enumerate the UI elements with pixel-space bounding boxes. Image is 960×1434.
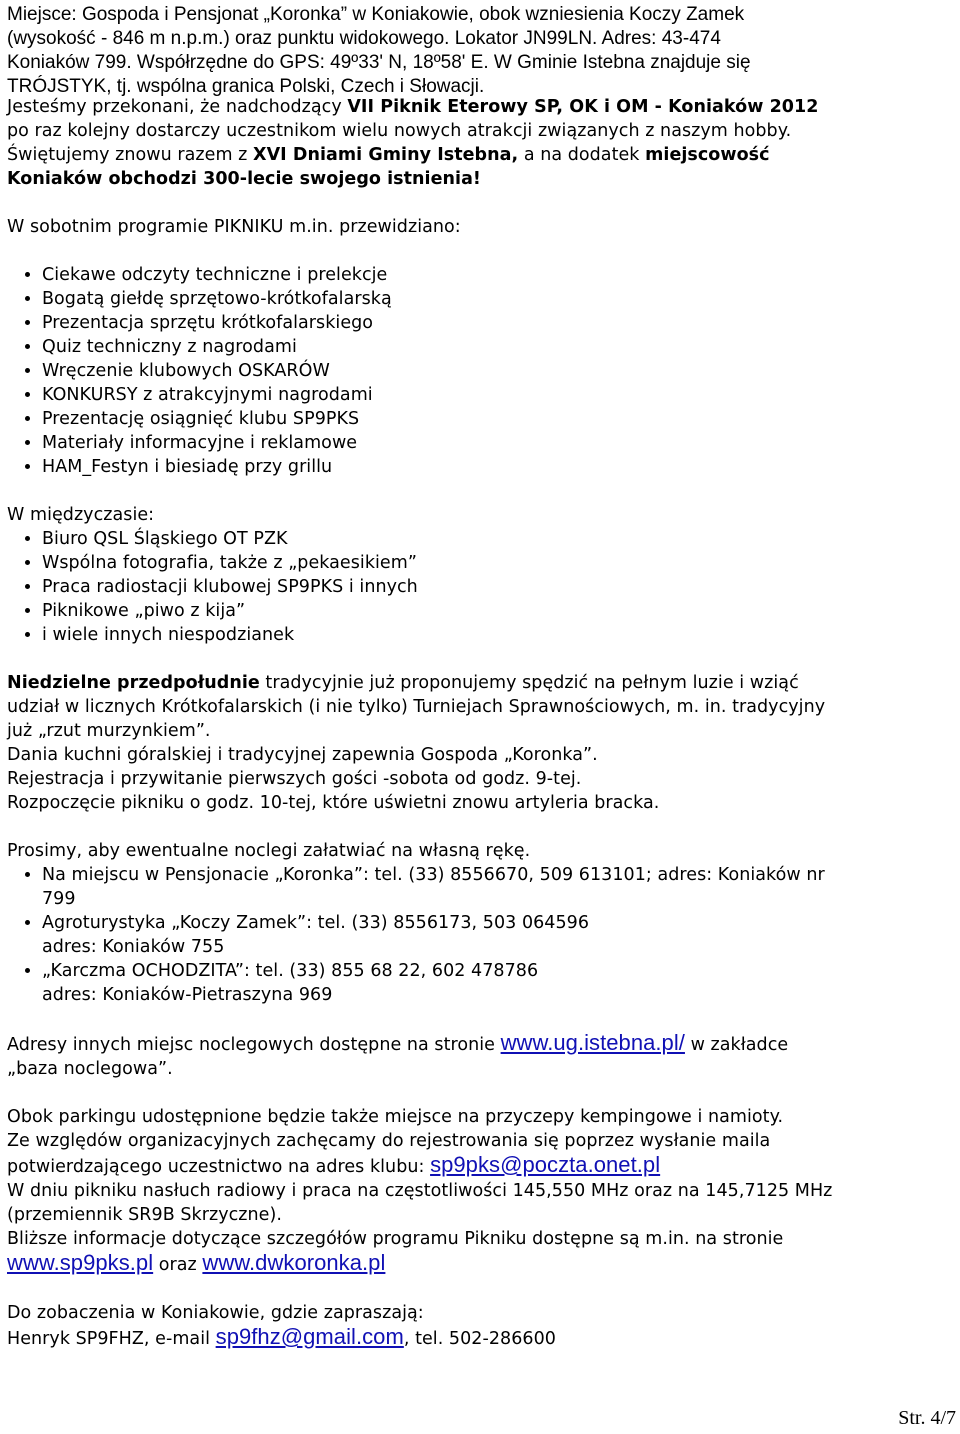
list-item: • Praca radiostacji klubowej SP9PKS i innych [42, 575, 957, 599]
text-run: a na dodatek [518, 145, 646, 165]
text-run: , tel. 502-286600 [403, 1329, 556, 1349]
event-name: VII Piknik Eterowy SP, OK i OM - Koniaków 2012 [347, 97, 819, 117]
text-line: udział w licznych Krótkofalarskich (i nie tylko) Turniejach Sprawnościowych, m. in. tradycyjny [7, 697, 826, 717]
announcement-paragraph [7, 95, 957, 191]
email-link[interactable]: sp9fhz@gmail.com [215, 1324, 404, 1349]
list-item: • Prezentację osiągnięć klubu SP9PKS [42, 407, 957, 431]
text-line: Dania kuchni góralskiej i tradycyjnej zapewnia Gospoda „Koronka”. [7, 745, 598, 765]
bold-run: XVI Dniami Gminy Istebna, [253, 145, 519, 165]
main-content [7, 95, 957, 1351]
text-line: 799 [42, 889, 76, 909]
list-item: • Wspólna fotografia, także z „pekaesikiem” [42, 551, 957, 575]
text-run: Świętujemy znowu razem z [7, 145, 254, 165]
list-item: • Bogatą giełdę sprzętowo-krótkofalarską [42, 287, 957, 311]
lodging-list [7, 863, 957, 1007]
text-line: Bliższe informacje dotyczące szczegółów programu Pikniku dostępne są m.in. na stronie [7, 1229, 784, 1249]
list-item: • Wręczenie klubowych OSKARÓW [42, 359, 957, 383]
list-item: • Biuro QSL Śląskiego OT PZK [42, 527, 957, 551]
list-item: • Quiz techniczny z nagrodami [42, 335, 957, 359]
between-intro: W międzyczasie: [7, 505, 155, 525]
spacer [7, 191, 957, 215]
list-item: • i wiele innych niespodzianek [42, 623, 957, 647]
text-line: Do zobaczenia w Koniakowie, gdzie zapraszają: [7, 1303, 424, 1323]
text-line: Ze względów organizacyjnych zachęcamy do rejestrowania się poprzez wysłanie maila [7, 1131, 771, 1151]
text-run: oraz [153, 1255, 203, 1275]
text-line [7, 167, 957, 191]
list-item [42, 863, 957, 911]
text-line [7, 1251, 957, 1277]
text-line: • Na miejscu w Pensjonacie „Koronka”: tel. (33) 8556670, 509 613101; adres: Koniaków nr [42, 865, 825, 885]
text-line [7, 671, 957, 695]
spacer [7, 1081, 957, 1105]
text-line: Miejsce: Gospoda i Pensjonat „Koronka” w Koniakowie, obok wzniesienia Koczy Zamek [7, 4, 745, 25]
text-line: już „rzut murzynkiem”. [7, 721, 211, 741]
page-number: Str. 4/7 [898, 1407, 956, 1429]
bold-run: Koniaków obchodzi 300-lecie swojego istnienia! [7, 169, 481, 189]
list-item: • HAM_Festyn i biesiadę przy grillu [42, 455, 957, 479]
bold-run: Niedzielne przedpołudnie [7, 673, 260, 693]
list-item: • KONKURSY z atrakcyjnymi nagrodami [42, 383, 957, 407]
text-line: • „Karczma OCHODZITA”: tel. (33) 855 68 22, 602 478786 [42, 961, 539, 981]
text-run: potwierdzającego uczestnictwo na adres klubu: [7, 1157, 431, 1177]
text-line [7, 1325, 957, 1351]
spacer [7, 1277, 957, 1301]
lodging-intro: Prosimy, aby ewentualne noclegi załatwiać na własną rękę. [7, 841, 531, 861]
text-run: Adresy innych miejsc noclegowych dostępne na stronie [7, 1035, 501, 1055]
text-line: Rejestracja i przywitanie pierwszych gości -sobota od godz. 9-tej. [7, 769, 582, 789]
istebna-link[interactable]: www.ug.istebna.pl/ [500, 1030, 685, 1055]
text-line: adres: Koniaków 755 [42, 937, 225, 957]
spacer [7, 815, 957, 839]
dwkoronka-link[interactable]: www.dwkoronka.pl [202, 1250, 386, 1275]
spacer [7, 1007, 957, 1031]
list-item: • Materiały informacyjne i reklamowe [42, 431, 957, 455]
closing-paragraph [7, 1301, 957, 1351]
text-line: TRÓJSTYK, tj. wspólna granica Polski, Czech i Słowacji. [7, 76, 485, 97]
spacer [7, 479, 957, 503]
club-email-link[interactable]: sp9pks@poczta.onet.pl [430, 1152, 661, 1177]
text-line: „baza noclegowa”. [7, 1059, 173, 1079]
text-line [7, 143, 957, 167]
text-line: • Agroturystyka „Koczy Zamek”: tel. (33) 8556173, 503 064596 [42, 913, 590, 933]
text-line: po raz kolejny dostarczy uczestnikom wielu nowych atrakcji związanych z naszym hobby. [7, 121, 792, 141]
parking-paragraph [7, 1105, 957, 1277]
text-line: Koniaków 799. Współrzędne do GPS: 49º33' N, 18º58' E. W Gminie Istebna znajduje się [7, 52, 751, 73]
sp9pks-link[interactable]: www.sp9pks.pl [7, 1250, 154, 1275]
sunday-paragraph [7, 671, 957, 815]
list-item: • Piknikowe „piwo z kija” [42, 599, 957, 623]
venue-paragraph [7, 3, 957, 99]
text-line: (przemiennik SR9B Skrzyczne). [7, 1205, 282, 1225]
text-line: (wysokość - 846 m n.p.m.) oraz punktu widokowego. Lokator JN99LN. Adres: 43-474 [7, 28, 721, 49]
text-run: Henryk SP9FHZ, e-mail [7, 1329, 216, 1349]
text-line [7, 1153, 957, 1179]
text-line: Obok parkingu udostępnione będzie także miejsce na przyczepy kempingowe i namioty. [7, 1107, 784, 1127]
between-list [7, 527, 957, 647]
text-line: W dniu pikniku nasłuch radiowy i praca na częstotliwości 145,550 MHz oraz na 145,7125 MHz [7, 1181, 833, 1201]
text-line [7, 1031, 957, 1057]
list-item [42, 911, 957, 959]
spacer [7, 647, 957, 671]
other-lodging-paragraph [7, 1031, 957, 1081]
list-item [42, 959, 957, 1007]
text-line: Rozpoczęcie pikniku o godz. 10-tej, które uświetni znowu artyleria bracka. [7, 793, 660, 813]
program-list [7, 263, 957, 479]
text-run: Jesteśmy przekonani, że nadchodzący [7, 97, 348, 117]
text-line: adres: Koniaków-Pietraszyna 969 [42, 985, 333, 1005]
text-line [7, 95, 957, 119]
text-run: w zakładce [684, 1035, 789, 1055]
list-item: • Ciekawe odczyty techniczne i prelekcje [42, 263, 957, 287]
spacer [7, 239, 957, 263]
list-item: • Prezentacja sprzętu krótkofalarskiego [42, 311, 957, 335]
text-run: tradycyjnie już proponujemy spędzić na pełnym luzie i wziąć [259, 673, 799, 693]
bold-run: miejscowość [645, 145, 770, 165]
program-intro: W sobotnim programie PIKNIKU m.in. przewidziano: [7, 217, 461, 237]
